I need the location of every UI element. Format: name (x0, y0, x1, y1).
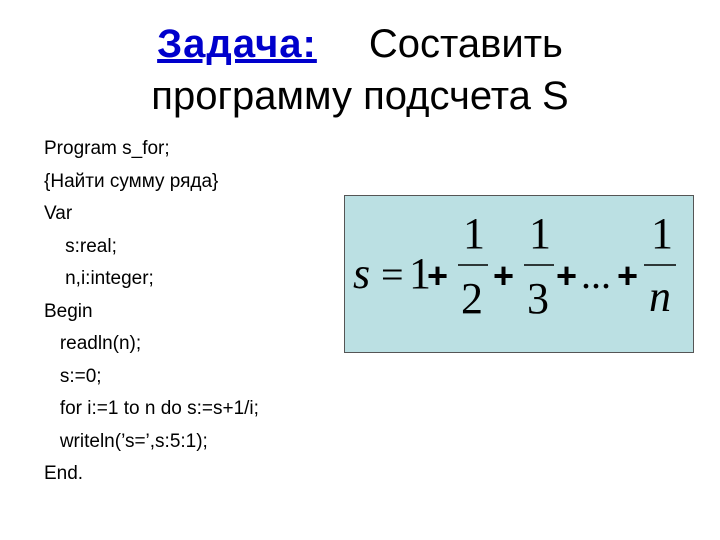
code-line: Begin (44, 300, 93, 322)
task-label: Задача: (157, 22, 317, 66)
code-line: for i:=1 to n do s:=s+1/i; (44, 398, 259, 419)
fraction-denominator: n (649, 272, 671, 321)
fraction-numerator: 1 (463, 209, 485, 258)
fraction-denominator: 2 (461, 274, 483, 323)
code-line: writeln(’s=’,s:5:1); (44, 430, 208, 452)
code-line: n,i:integer; (44, 268, 154, 289)
plus-sign: + (427, 255, 449, 296)
fraction-denominator: 3 (527, 274, 549, 323)
code-line: s:=0; (44, 365, 102, 387)
plus-sign: + (556, 255, 578, 296)
series-formula (345, 196, 695, 354)
code-line: readln(n); (44, 333, 142, 354)
fraction-numerator: 1 (529, 209, 551, 258)
code-line: {Найти сумму ряда} (44, 170, 219, 192)
plus-sign: + (493, 255, 515, 296)
title-line-2: программу подсчета S (151, 74, 569, 118)
formula-lhs: s (353, 249, 371, 298)
plus-sign: + (617, 255, 639, 296)
program-code (44, 133, 259, 491)
code-line: s:real; (44, 235, 117, 257)
code-line: Program s_for; (44, 138, 170, 159)
code-line: Var (44, 203, 73, 224)
formula-ellipsis: ... (581, 252, 611, 297)
slide-title (0, 18, 720, 122)
formula-equals: = (381, 252, 404, 297)
code-line: End. (44, 463, 84, 484)
formula-box (344, 195, 694, 353)
fraction-numerator: 1 (651, 209, 673, 258)
title-line-1: Составить (368, 22, 563, 66)
formula-first-term: 1 (409, 249, 431, 298)
